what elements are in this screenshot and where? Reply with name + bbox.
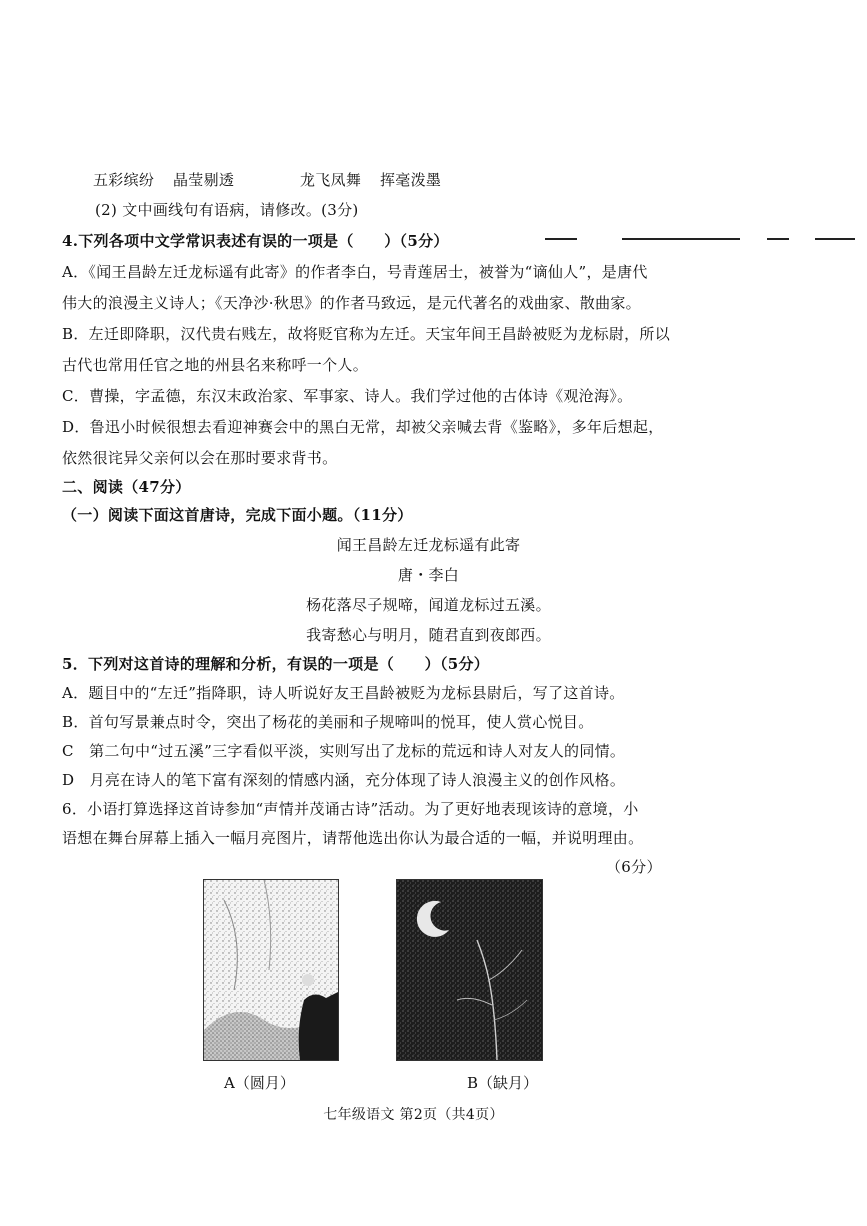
question-5-option-c: C 第二句中“过五溪”三字看似平淡，实则写出了龙标的荒远和诗人对友人的同情。 bbox=[62, 742, 626, 760]
question-4-option-a-line1: A．《闻王昌龄左迁龙标遥有此寄》的作者李白，号青莲居士，被誉为“谪仙人”，是唐代 bbox=[62, 263, 648, 281]
question-4-option-c: C．曹操，字孟德，东汉末政治家、军事家、诗人。我们学过他的古体诗《观沧海》。 bbox=[62, 387, 633, 405]
poem-line-1: 杨花落尽子规啼，闻道龙标过五溪。 bbox=[306, 596, 551, 614]
idiom-1: 五彩缤纷 bbox=[93, 171, 155, 189]
question-4-option-a-line2: 伟大的浪漫主义诗人；《天净沙·秋思》的作者马致远，是元代著名的戏曲家、散曲家。 bbox=[62, 294, 641, 312]
question-4-option-b-line2: 古代也常用任官之地的州县名来称呼一个人。 bbox=[62, 356, 369, 374]
question-5-stem: 5．下列对这首诗的理解和分析，有误的一项是（ ）（5分） bbox=[62, 655, 490, 673]
question-4-option-d-line1: D．鲁迅小时候很想去看迎神赛会中的黑白无常，却被父亲喊去背《鉴略》，多年后想起， bbox=[62, 418, 664, 436]
question-5-option-a: A．题目中的“左迁”指降职，诗人听说好友王昌龄被贬为龙标县尉后，写了这首诗。 bbox=[62, 684, 625, 702]
image-b-caption: B（缺月） bbox=[467, 1074, 539, 1092]
moon-image-a bbox=[203, 879, 339, 1061]
question-4-option-d-line2: 依然很诧异父亲何以会在那时要求背书。 bbox=[62, 449, 338, 467]
crescent-moon-illustration bbox=[397, 880, 542, 1060]
image-a-caption: A（圆月） bbox=[224, 1074, 295, 1092]
idiom-4: 挥毫泼墨 bbox=[380, 171, 442, 189]
question-4-stem: 4.下列各项中文学常识表述有误的一项是（ ）（5分） bbox=[62, 232, 449, 250]
question-6-score: （6分） bbox=[606, 858, 662, 876]
idiom-2: 晶莹剔透 bbox=[173, 171, 235, 189]
question-4-option-b-line1: B．左迁即降职，汉代贵右贱左，故将贬官称为左迁。天宝年间王昌龄被贬为龙标尉，所以 bbox=[62, 325, 671, 343]
section-2-heading: 二、阅读（47分） bbox=[62, 478, 191, 496]
poem-author: 唐・李白 bbox=[397, 566, 460, 584]
page-footer: 七年级语文 第2页（共4页） bbox=[323, 1107, 504, 1123]
question-3-2: (2) 文中画线句有语病，请修改。(3分) bbox=[95, 201, 359, 219]
full-moon-illustration bbox=[204, 880, 338, 1060]
moon-image-b bbox=[396, 879, 543, 1061]
part-1-heading: （一）阅读下面这首唐诗，完成下面小题。（11分） bbox=[62, 506, 413, 524]
question-5-option-b: B．首句写景兼点时令，突出了杨花的美丽和子规啼叫的悦耳，使人赏心悦目。 bbox=[62, 713, 594, 731]
question-5-option-d: D 月亮在诗人的笔下富有深刻的情感内涵，充分体现了诗人浪漫主义的创作风格。 bbox=[62, 771, 626, 789]
scan-dashes bbox=[545, 236, 855, 242]
question-6-line-1: 6．小语打算选择这首诗参加“声情并茂诵古诗”活动。为了更好地表现该诗的意境，小 bbox=[62, 800, 639, 818]
idiom-3: 龙飞凤舞 bbox=[300, 171, 362, 189]
poem-title: 闻王昌龄左迁龙标遥有此寄 bbox=[336, 536, 521, 554]
poem-line-2: 我寄愁心与明月，随君直到夜郎西。 bbox=[306, 626, 551, 644]
question-6-line-2: 语想在舞台屏幕上插入一幅月亮图片，请帮他选出你认为最合适的一幅，并说明理由。 bbox=[62, 829, 644, 847]
